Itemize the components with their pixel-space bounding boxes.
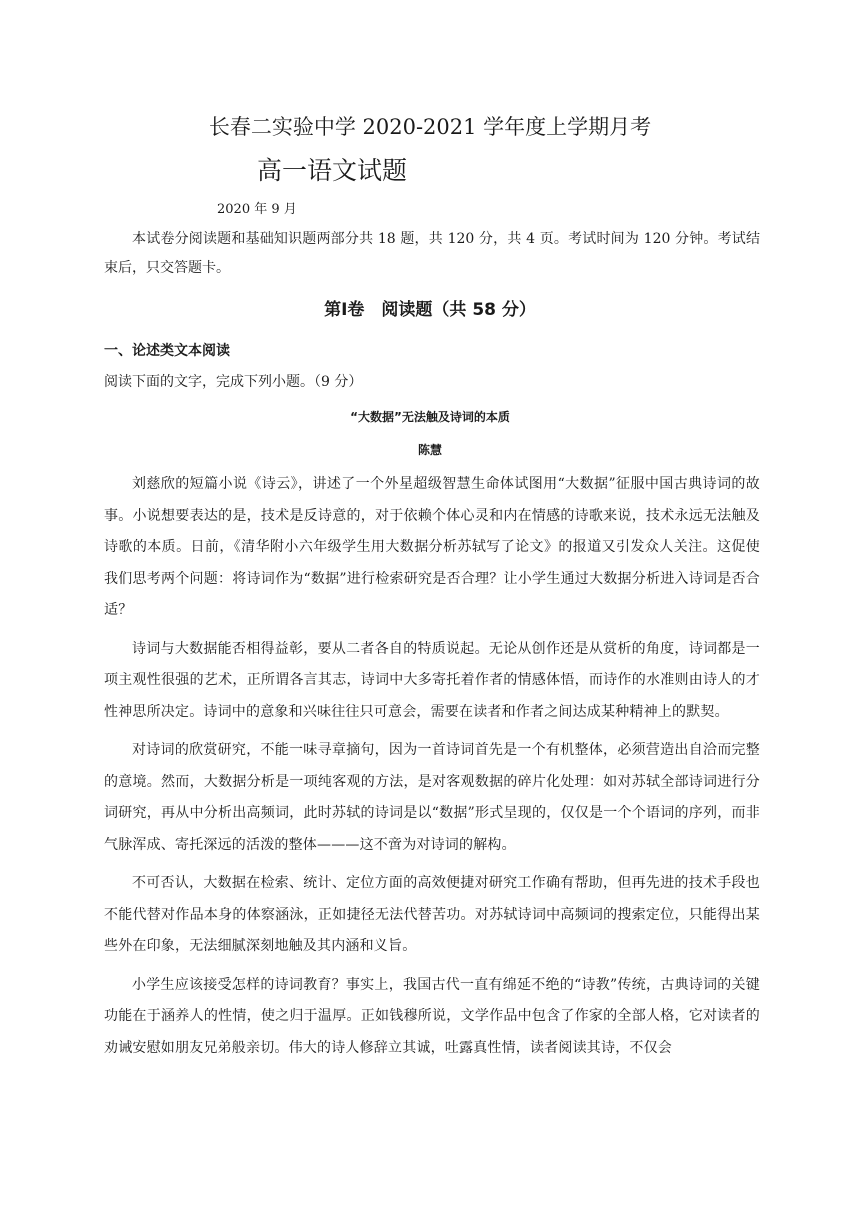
article-paragraph: 对诗词的欣赏研究，不能一味寻章摘句，因为一首诗词首先是一个有机整体，必须营造出自洽而完整的意境。然而，大数据分析是一项纯客观的方法，是对客观数据的碎片化处理：如对苏轼全部诗词进行分词研究，再从中分析出高频词，此时苏轼的诗词是以“数据”形式呈现的，仅仅是一个个语词的序列，而非气脉浑成、寄托深远的活泼的整体———这不啻为对诗词的解构。	[104, 742, 760, 853]
article-author: 陈慧	[417, 443, 442, 457]
section-heading: 一、论述类文本阅读	[104, 343, 230, 359]
exam-title: 高一语文试题	[257, 156, 408, 185]
article-paragraph: 不可否认，大数据在检索、统计、定位方面的高效便捷对研究工作确有帮助，但再先进的技术手段也不能代替对作品本身的体察涵泳，正如捷径无法代替苦功。对苏轼诗词中高频词的搜索定位，只能得出某些外在印象，无法细腻深刻地触及其内涵和义旨。	[104, 875, 760, 954]
exam-date: 2020 年 9 月	[217, 202, 297, 217]
article-paragraph: 诗词与大数据能否相得益彰，要从二者各自的特质说起。无论从创作还是从赏析的角度，诗词都是一项主观性很强的艺术，正所谓各言其志，诗词中大多寄托着作者的情感体悟，而诗作的水准则由诗人的才性神思所决定。诗词中的意象和兴味往往只可意会，需要在读者和作者之间达成某种精神上的默契。	[104, 640, 760, 720]
exam-instructions: 本试卷分阅读题和基础知识题两部分共 18 题，共 120 分，共 4 页。考试时间为 120 分钟。考试结束后，只交答题卡。	[104, 231, 760, 276]
school-title: 长春二实验中学 2020-2021 学年度上学期月考	[208, 115, 652, 139]
article-paragraph: 刘慈欣的短篇小说《诗云》，讲述了一个外星超级智慧生命体试图用“大数据”征服中国古典诗词的故事。小说想要表达的是，技术是反诗意的，对于依赖个体心灵和内在情感的诗歌来说，技术永远无法触及诗歌的本质。日前，《清华附小六年级学生用大数据分析苏轼写了论文》的报道又引发众人关注。这促使我们思考两个问题：将诗词作为“数据”进行检索研究是否合理？让小学生通过大数据分析进入诗词是否合适？	[104, 476, 760, 618]
part-title: 第Ⅰ卷 阅读题（共 58 分）	[324, 300, 536, 320]
article-title: “大数据”无法触及诗词的本质	[350, 410, 510, 424]
reading-instruction: 阅读下面的文字，完成下列小题。（9 分）	[104, 374, 363, 390]
article-paragraph: 小学生应该接受怎样的诗词教育？事实上，我国古代一直有绵延不绝的“诗教”传统，古典诗词的关键功能在于涵养人的性情，使之归于温厚。正如钱穆所说，文学作品中包含了作家的全部人格，它对读者的劝诫安慰如朋友兄弟般亲切。伟大的诗人修辞立其诚，吐露真性情，读者阅读其诗，不仅会	[104, 976, 760, 1056]
article-body	[104, 469, 760, 1071]
